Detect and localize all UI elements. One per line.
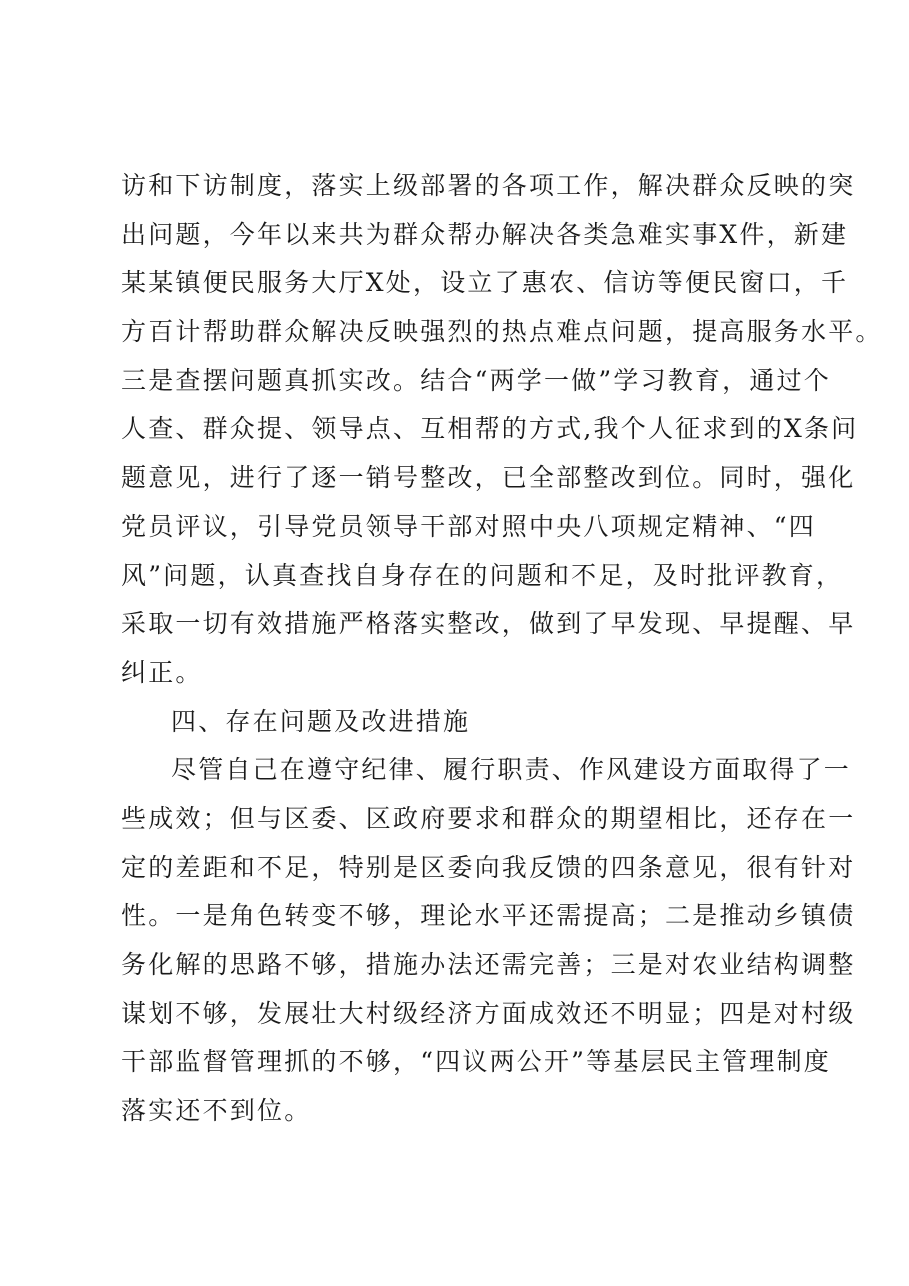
text-line: 尽管自己在遵守纪律、履行职责、作风建设方面取得了一 (171, 755, 852, 785)
text-line: 出问题，今年以来共为群众帮办解决各类急难实事X件，新建 (121, 219, 849, 249)
text-line: 谋划不够，发展壮大村级经济方面成效还不明显；四是对村级 (121, 998, 856, 1028)
text-line: 风”问题，认真查找自身存在的问题和不足，及时批评教育， (121, 560, 844, 590)
text-line: 定的差距和不足，特别是区委向我反馈的四条意见，很有针对 (121, 852, 856, 882)
text-line: 人查、群众提、领导点、互相帮的方式,我个人征求到的X条问 (121, 414, 859, 444)
text-line: 务化解的思路不够，措施办法还需完善；三是对农业结构调整 (121, 950, 856, 979)
text-line: 落实还不到位。 (121, 1096, 312, 1126)
text-line: 些成效；但与区委、区政府要求和群众的期望相比，还存在一 (121, 803, 856, 833)
text-line: 纠正。 (121, 657, 203, 687)
text-line: 干部监督管理抓的不够，“四议两公开”等基层民主管理制度 (121, 1047, 831, 1077)
text-line: 采取一切有效措施严格落实整改，做到了早发现、早提醒、早 (121, 609, 856, 639)
text-line: 某某镇便民服务大厅X处，设立了惠农、信访等便民窗口，千 (121, 268, 849, 298)
text-line: 访和下访制度，落实上级部署的各项工作，解决群众反映的突 (121, 171, 856, 200)
text-line: 方百计帮助群众解决反映强烈的热点难点问题，提高服务水平。 (121, 317, 883, 347)
text-line: 性。一是角色转变不够，理论水平还需提高；二是推动乡镇债 (121, 901, 856, 931)
document-body (121, 162, 883, 1136)
text-line: 题意见，进行了逐一销号整改，已全部整改到位。同时，强化 (121, 463, 856, 493)
text-line: 党员评议，引导党员领导干部对照中央八项规定精神、“四 (121, 511, 816, 541)
text-line: 三是查摆问题真抓实改。结合“两学一做”学习教育，通过个 (121, 365, 831, 395)
section-heading: 四、存在问题及改进措施 (171, 706, 471, 736)
